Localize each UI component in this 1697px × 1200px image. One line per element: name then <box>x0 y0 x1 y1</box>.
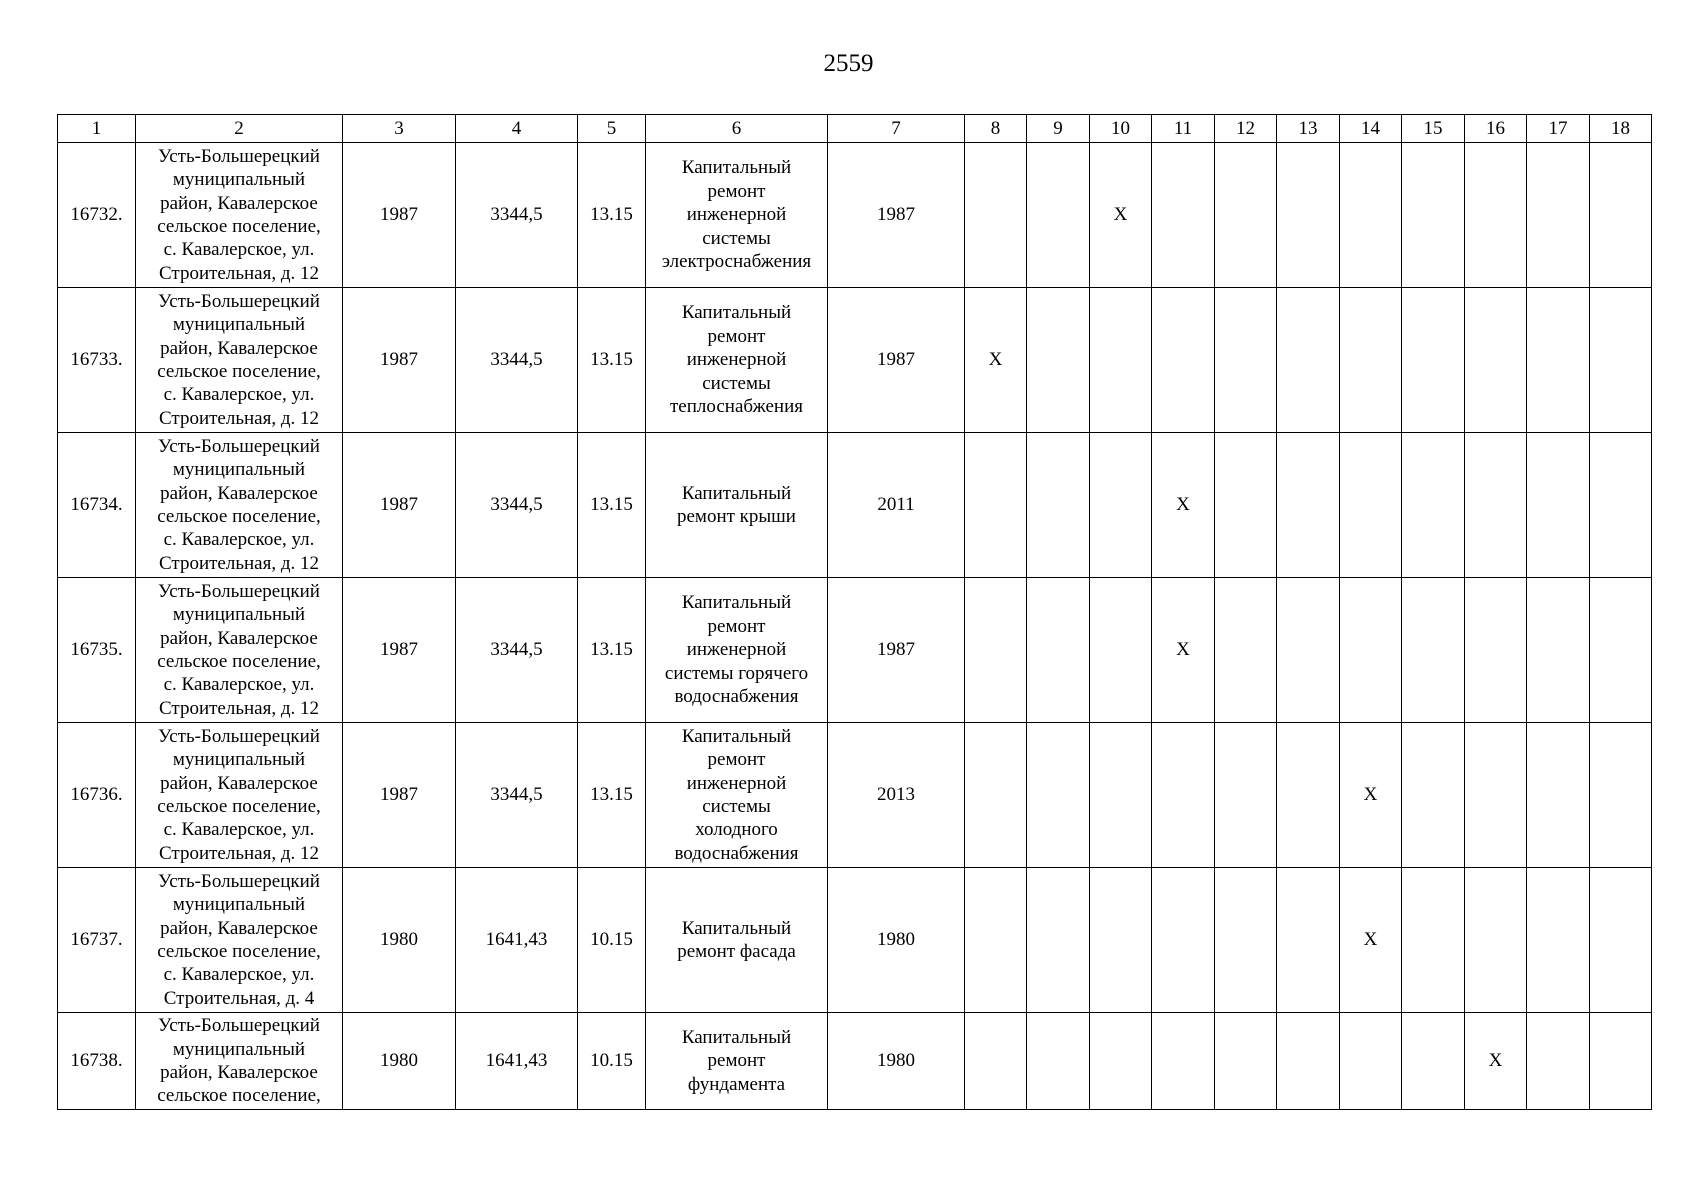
build-year-cell: 1987 <box>343 578 456 723</box>
mark-cell <box>1465 288 1527 433</box>
mark-cell: X <box>1340 868 1402 1013</box>
mark-cell <box>1277 723 1340 868</box>
mark-cell <box>1402 1013 1465 1110</box>
column-header: 11 <box>1152 115 1215 143</box>
mark-cell: X <box>1152 433 1215 578</box>
code-cell: 10.15 <box>578 1013 646 1110</box>
mark-cell <box>1527 723 1590 868</box>
mark-cell <box>1590 288 1652 433</box>
work-type-cell: Капитальный ремонт инженерной системы электроснабжения <box>646 143 828 288</box>
mark-cell <box>1215 143 1277 288</box>
code-cell: 13.15 <box>578 723 646 868</box>
address-cell: Усть-Большерецкий муниципальный район, Кавалерское сельское поселение, с. Кавалерское, ул. Строительная, д. 12 <box>136 433 343 578</box>
row-number-cell: 16735. <box>58 578 136 723</box>
mark-cell <box>1152 868 1215 1013</box>
column-header: 10 <box>1090 115 1152 143</box>
mark-cell <box>1215 868 1277 1013</box>
mark-cell <box>1465 143 1527 288</box>
work-year-cell: 1980 <box>828 1013 965 1110</box>
mark-cell <box>1590 1013 1652 1110</box>
work-year-cell: 1987 <box>828 143 965 288</box>
column-header: 1 <box>58 115 136 143</box>
mark-cell <box>1215 433 1277 578</box>
work-year-cell: 1980 <box>828 868 965 1013</box>
row-number-cell: 16737. <box>58 868 136 1013</box>
mark-cell <box>1465 578 1527 723</box>
mark-cell <box>1027 143 1090 288</box>
header-row <box>58 115 1652 143</box>
mark-cell <box>965 1013 1027 1110</box>
code-cell: 13.15 <box>578 578 646 723</box>
column-header: 9 <box>1027 115 1090 143</box>
mark-cell <box>1340 433 1402 578</box>
column-header: 5 <box>578 115 646 143</box>
mark-cell: X <box>965 288 1027 433</box>
mark-cell <box>1402 433 1465 578</box>
table-row <box>58 433 1652 578</box>
column-header: 13 <box>1277 115 1340 143</box>
build-year-cell: 1980 <box>343 868 456 1013</box>
work-type-cell: Капитальный ремонт фасада <box>646 868 828 1013</box>
work-year-cell: 2011 <box>828 433 965 578</box>
row-number-cell: 16732. <box>58 143 136 288</box>
build-year-cell: 1987 <box>343 433 456 578</box>
mark-cell <box>1340 578 1402 723</box>
work-year-cell: 1987 <box>828 288 965 433</box>
mark-cell <box>1277 143 1340 288</box>
column-header: 6 <box>646 115 828 143</box>
mark-cell <box>1090 433 1152 578</box>
column-header: 8 <box>965 115 1027 143</box>
mark-cell <box>1152 1013 1215 1110</box>
table-row <box>58 868 1652 1013</box>
mark-cell <box>1527 868 1590 1013</box>
mark-cell <box>1340 143 1402 288</box>
work-type-cell: Капитальный ремонт фундамента <box>646 1013 828 1110</box>
area-cell: 1641,43 <box>456 868 578 1013</box>
table-row <box>58 723 1652 868</box>
work-type-cell: Капитальный ремонт инженерной системы горячего водоснабжения <box>646 578 828 723</box>
mark-cell <box>1090 1013 1152 1110</box>
mark-cell <box>1402 578 1465 723</box>
mark-cell <box>1277 288 1340 433</box>
mark-cell <box>1402 723 1465 868</box>
area-cell: 3344,5 <box>456 723 578 868</box>
work-year-cell: 1987 <box>828 578 965 723</box>
mark-cell <box>1215 723 1277 868</box>
mark-cell <box>965 868 1027 1013</box>
mark-cell <box>1027 1013 1090 1110</box>
work-year-cell: 2013 <box>828 723 965 868</box>
build-year-cell: 1987 <box>343 723 456 868</box>
code-cell: 10.15 <box>578 868 646 1013</box>
mark-cell <box>1527 143 1590 288</box>
mark-cell <box>1090 578 1152 723</box>
mark-cell <box>1090 288 1152 433</box>
area-cell: 3344,5 <box>456 578 578 723</box>
mark-cell <box>1590 433 1652 578</box>
column-header: 14 <box>1340 115 1402 143</box>
mark-cell <box>1527 1013 1590 1110</box>
column-header: 12 <box>1215 115 1277 143</box>
mark-cell <box>1465 868 1527 1013</box>
mark-cell <box>1402 143 1465 288</box>
table-row <box>58 288 1652 433</box>
build-year-cell: 1987 <box>343 143 456 288</box>
mark-cell <box>1340 1013 1402 1110</box>
build-year-cell: 1980 <box>343 1013 456 1110</box>
address-cell: Усть-Большерецкий муниципальный район, Кавалерское сельское поселение, с. Кавалерское, ул. Строительная, д. 12 <box>136 723 343 868</box>
table-row <box>58 578 1652 723</box>
area-cell: 3344,5 <box>456 143 578 288</box>
mark-cell <box>1215 1013 1277 1110</box>
mark-cell <box>1527 578 1590 723</box>
row-number-cell: 16736. <box>58 723 136 868</box>
mark-cell <box>965 433 1027 578</box>
column-header: 17 <box>1527 115 1590 143</box>
column-header: 15 <box>1402 115 1465 143</box>
mark-cell <box>1590 143 1652 288</box>
mark-cell <box>965 578 1027 723</box>
mark-cell <box>1152 723 1215 868</box>
work-type-cell: Капитальный ремонт инженерной системы теплоснабжения <box>646 288 828 433</box>
area-cell: 3344,5 <box>456 433 578 578</box>
mark-cell <box>1152 288 1215 433</box>
row-number-cell: 16738. <box>58 1013 136 1110</box>
area-cell: 3344,5 <box>456 288 578 433</box>
mark-cell <box>1215 578 1277 723</box>
mark-cell: X <box>1090 143 1152 288</box>
table-body <box>58 143 1652 1110</box>
work-type-cell: Капитальный ремонт крыши <box>646 433 828 578</box>
address-cell: Усть-Большерецкий муниципальный район, Кавалерское сельское поселение, с. Кавалерское, ул. Строительная, д. 4 <box>136 868 343 1013</box>
mark-cell <box>1027 288 1090 433</box>
mark-cell <box>1277 433 1340 578</box>
build-year-cell: 1987 <box>343 288 456 433</box>
mark-cell <box>1402 868 1465 1013</box>
mark-cell <box>1465 433 1527 578</box>
column-header: 18 <box>1590 115 1652 143</box>
mark-cell <box>1152 143 1215 288</box>
column-header: 16 <box>1465 115 1527 143</box>
mark-cell <box>1215 288 1277 433</box>
mark-cell <box>1090 868 1152 1013</box>
mark-cell <box>1527 433 1590 578</box>
address-cell: Усть-Большерецкий муниципальный район, Кавалерское сельское поселение, с. Кавалерское, ул. Строительная, д. 12 <box>136 143 343 288</box>
mark-cell <box>1590 578 1652 723</box>
code-cell: 13.15 <box>578 433 646 578</box>
mark-cell <box>1527 288 1590 433</box>
page-number: 2559 <box>823 50 874 77</box>
mark-cell <box>965 143 1027 288</box>
row-number-cell: 16733. <box>58 288 136 433</box>
mark-cell: X <box>1465 1013 1527 1110</box>
register-table <box>57 114 1652 1110</box>
work-type-cell: Капитальный ремонт инженерной системы холодного водоснабжения <box>646 723 828 868</box>
column-header: 4 <box>456 115 578 143</box>
mark-cell <box>1090 723 1152 868</box>
mark-cell: X <box>1152 578 1215 723</box>
area-cell: 1641,43 <box>456 1013 578 1110</box>
mark-cell <box>1277 1013 1340 1110</box>
table-row <box>58 1013 1652 1110</box>
table-row <box>58 143 1652 288</box>
mark-cell <box>1402 288 1465 433</box>
column-header: 7 <box>828 115 965 143</box>
column-header: 3 <box>343 115 456 143</box>
mark-cell <box>1027 723 1090 868</box>
mark-cell <box>1277 578 1340 723</box>
column-header: 2 <box>136 115 343 143</box>
mark-cell <box>965 723 1027 868</box>
row-number-cell: 16734. <box>58 433 136 578</box>
mark-cell <box>1027 433 1090 578</box>
code-cell: 13.15 <box>578 288 646 433</box>
mark-cell <box>1590 868 1652 1013</box>
mark-cell <box>1027 868 1090 1013</box>
code-cell: 13.15 <box>578 143 646 288</box>
mark-cell <box>1465 723 1527 868</box>
mark-cell <box>1340 288 1402 433</box>
mark-cell <box>1277 868 1340 1013</box>
address-cell: Усть-Большерецкий муниципальный район, Кавалерское сельское поселение, с. Кавалерское, ул. Строительная, д. 12 <box>136 578 343 723</box>
mark-cell <box>1027 578 1090 723</box>
address-cell: Усть-Большерецкий муниципальный район, Кавалерское сельское поселение, с. Кавалерское, ул. Строительная, д. 12 <box>136 288 343 433</box>
mark-cell: X <box>1340 723 1402 868</box>
mark-cell <box>1590 723 1652 868</box>
address-cell: Усть-Большерецкий муниципальный район, Кавалерское сельское поселение, <box>136 1013 343 1110</box>
